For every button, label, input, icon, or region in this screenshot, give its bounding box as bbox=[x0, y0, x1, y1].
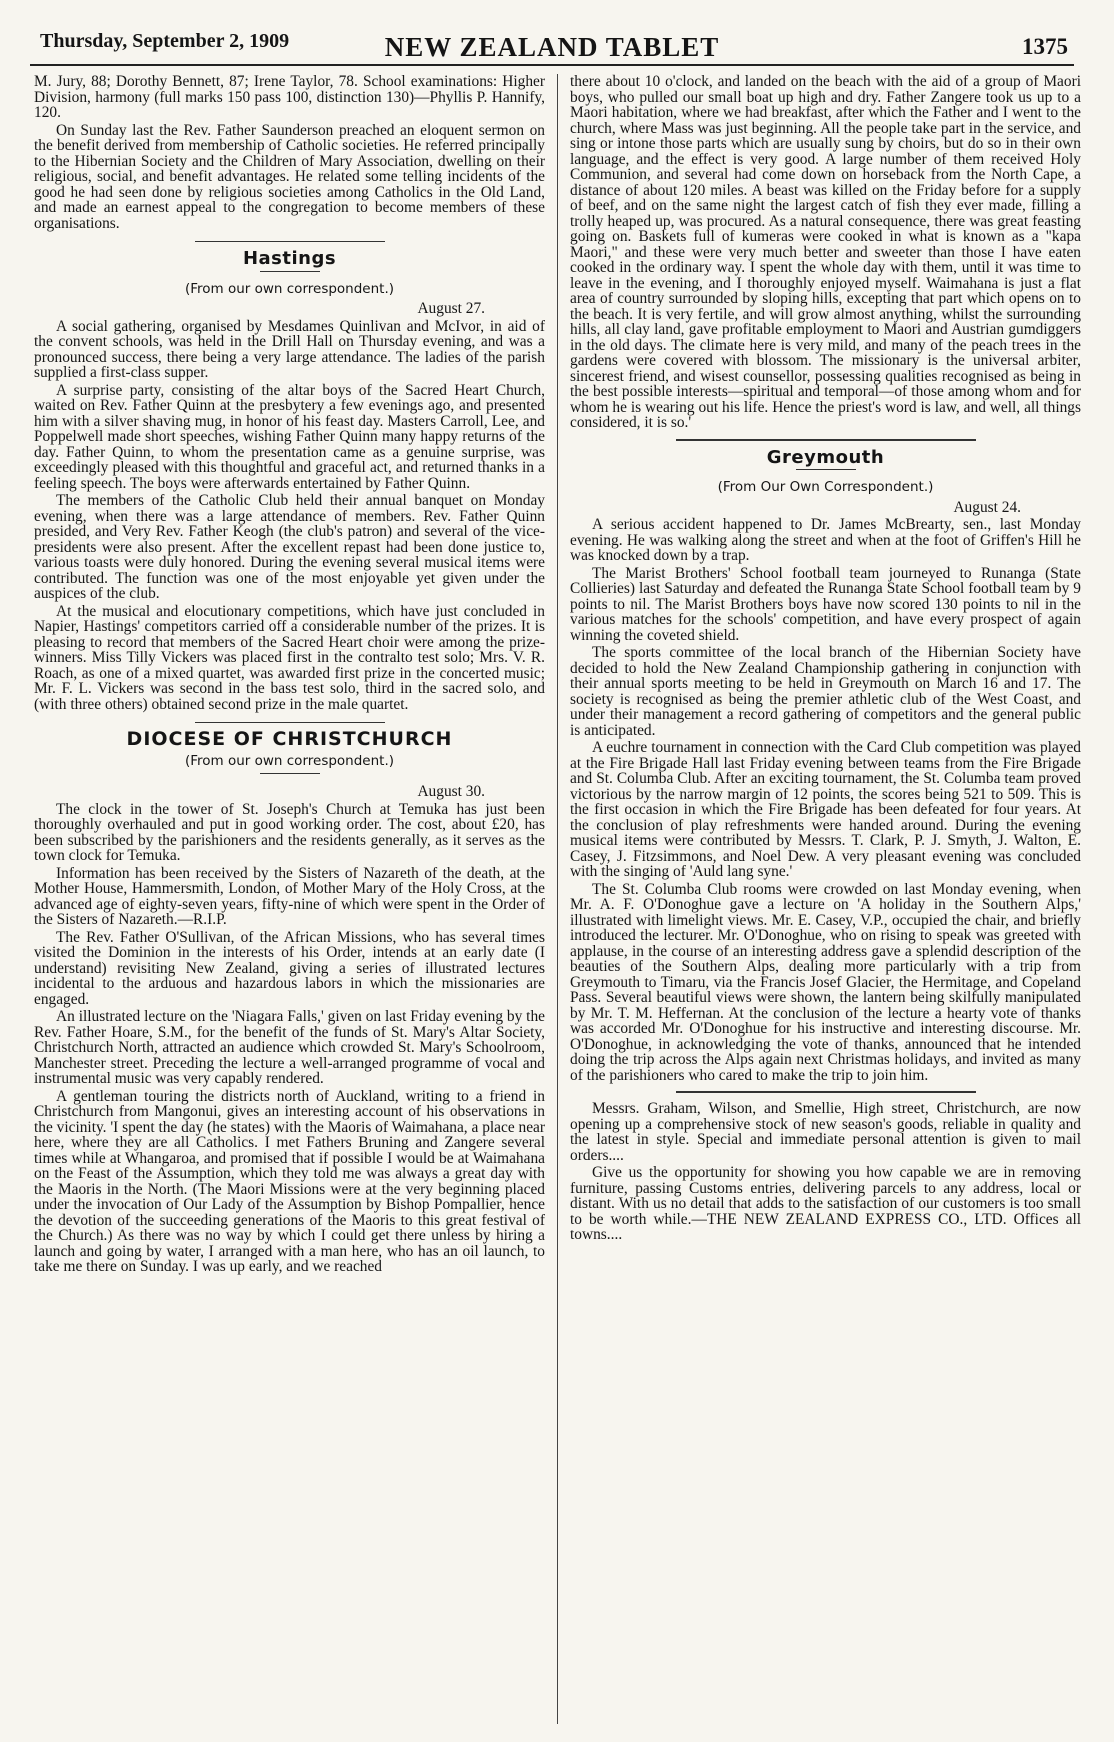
paragraph: An illustrated lecture on the 'Niagara Falls,' given on last Friday evening by the Rev. Father Hoare, S.M., for the benefit of the funds of St. Mary's Altar Society, Christchurch North, attracted an audience which crowded St. Mary's Schoolroom, Manchester street. Preceding the lecture a well-arranged programme of vocal and instrumental music was very capably rendered. bbox=[34, 1008, 545, 1087]
dateline: August 27. bbox=[417, 300, 485, 317]
column-rule bbox=[557, 74, 558, 1724]
paragraph: The clock in the tower of St. Joseph's Church at Temuka has just been thoroughly overhauled and put in good working order. The cost, about £20, has been subscribed by the parishioners and the residents generally, as it serves as the town clock for Temuka. bbox=[34, 800, 545, 864]
paragraph: there about 10 o'clock, and landed on the beach with the aid of a group of Maori boys, who pulled our small boat up high and dry. Father Zangere took us up to a Maori habitation, where we had breakfast, after which the Father and I went to the church, where Mass was just beginning. All the people take part in the service, and sing or intone those parts which are usually sung by choirs, but do so in their own language, and the effect is very good. A large number of them received Holy Communion, and several had come down on horseback from the North Cape, a distance of about 120 miles. A beast was killed on the Friday before for a supply of beef, and on the same night the largest catch of fish they ever made, filling a trolly heaped up, was procured. As a natural consequence, there was great feasting going on. Baskets full of kumeras were cooked in what is known as a "kapa Maori," and these were very much better and sweeter than those I have eaten cooked in the ordinary way. I spent the whole day with them, until it was time to leave in the evening, and I thoroughly enjoyed myself. Waimahana is just a flat area of country surrounded by sloping hills, excepting that part which opens on to the beach. It is very fertile, and will grow almost anything, whilst the surrounding hills, all clay land, gave profitable employment to Maori and Austrian gumdiggers in the old days. The climate here is very mild, and many of the peach trees in the gardens were covered with blossom. The missionary is the universal arbiter, sincerest friend, and wisest counsellor, possessing qualities recognised as being in the best possible interests—spiritual and temporal—of those among whom and for whom he is wearing out his life. Hence the priest's word is law, and well, all things considered, it is so.' bbox=[570, 74, 1081, 431]
publication-title: NEW ZEALAND TABLET bbox=[384, 32, 720, 62]
byline: (From our own correspondent.) bbox=[184, 280, 395, 297]
paragraph: The members of the Catholic Club held their annual banquet on Monday evening, when there was a large attendance of members. Rev. Father Quinn presided, and Very Rev. Father Keogh (the club's patron) and several of the vice-presidents were also present. After the excellent repast had been done justice to, various toasts were duly honored. During the evening several musical items were contributed. The function was one of the most enjoyable yet given under the auspices of the club. bbox=[34, 492, 545, 602]
paragraph: A serious accident happened to Dr. James McBrearty, sen., last Monday evening. He was walking along the street and when at the foot of Griffen's Hill he was knocked down by a trap. bbox=[570, 516, 1081, 564]
paragraph: A surprise party, consisting of the altar boys of the Sacred Heart Church, waited on Rev. Father Quinn at the presbytery a few evenings ago, and presented him with a silver shaving mug, in honor of his feast day. Masters Carroll, Lee, and Poppelwell made short speeches, wishing Father Quinn many happy returns of the day. Father Quinn, to whom the presentation came as a genuine surprise, was exceedingly pleased with this thoughtful and graceful act, and returned thanks in a feeling speech. The boys were afterwards entertained by Father Quinn. bbox=[34, 381, 545, 492]
dateline: August 24. bbox=[953, 498, 1021, 516]
right-column bbox=[570, 74, 1081, 1724]
paragraph: The Marist Brothers' School football team journeyed to Runanga (State Collieries) last Saturday and defeated the Runanga State School football team by 9 points to nil. The Marist Brothers boys have now scored 130 points to nil in the various matches for the schools' competition, and have every prospect of again winning the coveted shield. bbox=[570, 564, 1081, 644]
heading-underline bbox=[260, 773, 320, 774]
heading-underline bbox=[260, 271, 320, 272]
byline: (From Our Own Correspondent.) bbox=[717, 479, 934, 495]
section-divider bbox=[195, 241, 385, 242]
paragraph: At the musical and elocutionary competitions, which have just concluded in Napier, Hastings' competitors carried off a considerable number of the prizes. It is pleasing to record that members of the Sacred Heart choir were among the prize-winners. Miss Tilly Vickers was placed first in the contralto test solo; Mrs. V. R. Roach, as one of a mixed quartet, was awarded first prize in the concerted music; Mr. F. L. Vickers was second in the bass test solo, third in the sacred solo, and (with three others) obtained second prize in the male quartet. bbox=[34, 602, 545, 713]
section-heading-hastings: Hastings bbox=[242, 248, 337, 269]
paragraph: On Sunday last the Rev. Father Saunderson preached an eloquent sermon on the benefit derived from membership of Catholic societies. He referred principally to the Hibernian Society and the Children of Mary Association, dwelling on their religious, social, and benefit advantages. He related some telling incidents of the good he had seen done by religious societies among Catholics in the Old Land, and made an earnest appeal to the congregation to become members of these organisations. bbox=[34, 121, 545, 232]
heading-underline bbox=[796, 469, 856, 470]
paragraph: The Rev. Father O'Sullivan, of the African Missions, who has several times visited the Dominion in the interests of his Order, intends at an early date (I understand) revisiting New Zealand, giving a series of illustrated lectures incidental to the arduous and hazardous labors in which the missionaries are engaged. bbox=[34, 928, 545, 1008]
paragraph: The sports committee of the local branch of the Hibernian Society have decided to hold the New Zealand Championship gathering in conjunction with their annual sports meeting to be held in Greymouth on March 16 and 17. The society is recognised as being the premier athletic club of the West Coast, and under their management a record gathering of competitors and the general public is anticipated. bbox=[570, 644, 1081, 739]
masthead bbox=[30, 28, 1074, 66]
paragraph: A euchre tournament in connection with the Card Club competition was played at the Fire Brigade Hall last Friday evening between teams from the Fire Brigade and St. Columba Club. After an exciting tournament, the St. Columba team proved victorious by the narrow margin of 12 points, the scores being 521 to 509. This is the first occasion in which the Fire Brigade has been defeated for four years. At the conclusion of play refreshments were handed around. During the evening musical items were contributed by Messrs. T. Clark, P. J. Smyth, J. Walton, E. Casey, J. Fitzsimmons, and Noel Dew. A very pleasant evening was concluded with the singing of 'Auld lang syne.' bbox=[570, 739, 1081, 880]
paragraph: M. Jury, 88; Dorothy Bennett, 87; Irene Taylor, 78. School examinations: Higher Division, harmony (full marks 150 pass 100, distinction 130)—Phyllis P. Hannify, 120. bbox=[34, 74, 545, 121]
paragraph: Information has been received by the Sisters of Nazareth of the death, at the Mother House, Hammersmith, London, of Mother Mary of the Holy Cross, at the advanced age of eighty-seven years, fifty-nine of which were spent in the Order of the Sisters of Nazareth.—R.I.P. bbox=[34, 864, 545, 928]
paragraph: A gentleman touring the districts north of Auckland, writing to a friend in Christchurch from Mangonui, gives an interesting account of his observations in the vicinity. 'I spent the day (he states) with the Maoris of Waimahana, a place near here, where they are all Catholics. I met Fathers Bruning and Zangere several times while at Whangaroa, and promised that if possible I would be at Waimahana on the Feast of the Assumption, which they told me was always a great day with the Maoris in the North. (The Maori Missions were at the very beginning placed under the invocation of Our Lady of the Assumption by Bishop Pompallier, hence the devotion of the succeeding generations of the Maoris to this great festival of the Church.) As there was no way by which I could get there unless by hiring a launch and going by water, I arranged with a man here, who has an oil launch, to take me there on Sunday. I was up early, and we reached bbox=[34, 1087, 545, 1275]
notice: Give us the opportunity for showing you how capable we are in removing furniture, passing Customs entries, delivering parcels to any address, local or distant. With us no detail that adds to the satisfaction of our customers is too small to be worth while.—THE NEW ZEALAND EXPRESS CO., LTD. Offices all towns.... bbox=[570, 1164, 1081, 1243]
byline: (From our own correspondent.) bbox=[184, 752, 395, 769]
left-column bbox=[34, 74, 545, 1724]
paragraph: A social gathering, organised by Mesdames Quinlivan and McIvor, in aid of the convent schools, was held in the Drill Hall on Thursday evening, and was a pronounced success, there being a very large attendance. The ladies of the parish supplied a first-class supper. bbox=[34, 317, 545, 381]
section-divider bbox=[195, 722, 385, 723]
issue-date: Thursday, September 2, 1909 bbox=[40, 30, 290, 52]
section-heading-christchurch: DIOCESE OF CHRISTCHURCH bbox=[126, 728, 453, 750]
page-number: 1375 bbox=[1022, 34, 1068, 59]
paragraph: The St. Columba Club rooms were crowded on last Monday evening, when Mr. A. F. O'Donoghue gave a lecture on 'A holiday in the Southern Alps,' illustrated with limelight views. Mr. E. Casey, V.P., occupied the chair, and briefly introduced the lecturer. Mr. O'Donoghue, who on rising to speak was greeted with applause, in the course of an interesting address gave a splendid description of the beauties of the Southern Alps, dealing more particularly with a trip from Greymouth to Timaru, via the Francis Josef Glacier, the Hermitage, and Copeland Pass. Several beautiful views were shown, the lantern being skilfully manipulated by Mr. T. M. Heffernan. At the conclusion of the lecture a hearty vote of thanks was accorded Mr. O'Donoghue for his instructive and interesting discourse. Mr. O'Donoghue, in acknowledging the vote of thanks, announced that he intended doing the trip across the Alps again next Christmas holidays, and invited as many of the parishioners who cared to make the trip to join him. bbox=[570, 880, 1081, 1084]
section-divider bbox=[676, 1091, 976, 1093]
notice: Messrs. Graham, Wilson, and Smellie, High street, Christchurch, are now opening up a comprehensive stock of new season's goods, reliable in quality and the latest in style. Special and immediate personal attention is given to mail orders.... bbox=[570, 1100, 1081, 1164]
dateline: August 30. bbox=[417, 783, 485, 800]
section-divider bbox=[676, 439, 976, 441]
section-heading-greymouth: Greymouth bbox=[766, 446, 885, 468]
